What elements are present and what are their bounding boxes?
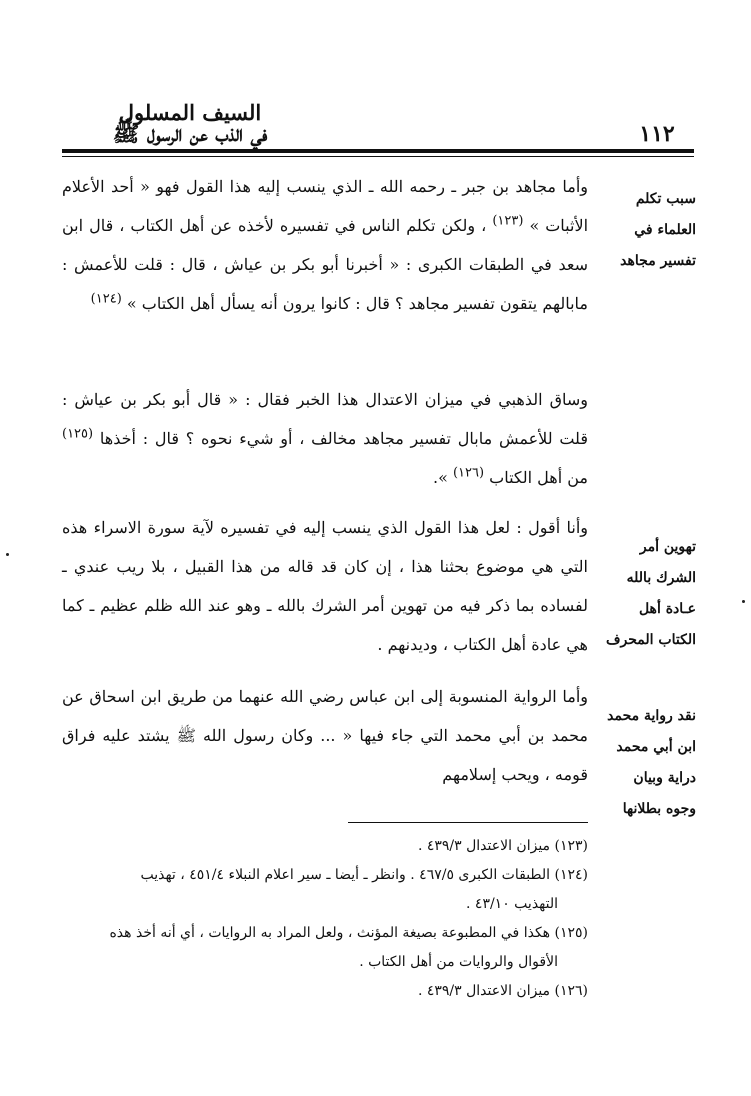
footnote-124: (١٢٤) الطبقات الكبرى ٤٦٧/٥ . وانظر ـ أيضا ـ سير اعلام النبلاء ٤٥١/٤ ، تهذيب [140, 867, 588, 883]
paragraph-1-text-b: ، ولكن تكلم الناس في تفسيره لأخذه عن أهل الكتاب ، قال ابن سعد في الطبقات الكبرى : « أخبرنا أبو بكر بن عياش ، قال : قلت للأعمش : مابالهم يتقون تفسير مجاهد ؟ قال : كانوا يرون أنه يسأل أهل الكتاب » [62, 216, 588, 313]
footnote-125: (١٢٥) هكذا في المطبوعة بصيغة المؤنث ، ولعل المراد به الروايات ، أي أنه أخذ هذه [109, 925, 588, 941]
paragraph-4 [62, 677, 588, 794]
footnote-123: (١٢٣) ميزان الاعتدال ٤٣٩/٣ . [417, 838, 588, 854]
paragraph-2-text-c: ». [432, 468, 448, 487]
footnote-ref-123: (١٢٣) [492, 213, 524, 229]
header-rule-thin [62, 156, 694, 157]
side-note-2: تهوين أمر الشرك بالله عـادة أهل الكتاب المحرف [606, 539, 696, 648]
scan-mark [6, 553, 9, 556]
footnote-ref-125: (١٢٥) [62, 426, 94, 442]
paragraph-4-text: وأما الرواية المنسوبة إلى ابن عباس رضي الله عنهما من طريق ابن اسحاق عن محمد بن أبي محمد التي جاء فيها « ... وكان رسول الله ﷺ يشتد عليه فراق قومه ، ويحب إسلامهم [62, 687, 588, 784]
footnotes [62, 832, 588, 1006]
paragraph-2 [62, 380, 588, 497]
page-number: ١١٢ [639, 121, 675, 147]
side-note-1: سبب تكلم العلماء في تفسير مجاهد [620, 191, 696, 269]
scan-mark [742, 600, 745, 603]
footnote-125-continued: الأقوال والروايات من أهل الكتاب . [359, 954, 558, 970]
paragraph-2-text-a: وساق الذهبي في ميزان الاعتدال هذا الخبر فقال : « قال أبو بكر بن عياش : قلت للأعمش مابال تفسير مجاهد مخالف ، أو شيء نحوه ؟ قال : أخذها [62, 390, 588, 448]
side-note-3: نقد رواية محمد ابن أبي محمد دراية وبيان وجوه بطلانها [607, 708, 696, 817]
paragraph-2-text-b: من أهل الكتاب [489, 468, 588, 487]
paragraph-1-text-a: وأما مجاهد بن جبر ـ رحمه الله ـ الذي ينسب إليه هذا القول فهو « أحد الأعلام الأثبات » [62, 177, 589, 235]
footnote-126: (١٢٦) ميزان الاعتدال ٤٣٩/٣ . [417, 983, 588, 999]
footnote-separator [348, 822, 588, 823]
footnote-ref-124: (١٢٤) [90, 291, 122, 307]
paragraph-3-text: وأنا أقول : لعل هذا القول الذي ينسب إليه في تفسيره لآية سورة الاسراء هذه التي هي موضوع بحثنا هذا ، إن كان قد قاله من هذا القبيل ، بلا ريب عندي ـ لفساده بما ذكر فيه من تهوين أمر الشرك بالله ـ وهو عند الله ظلم عظيم ـ كما هي عادة أهل الكتاب ، وديدنهم . [62, 518, 588, 654]
footnote-ref-126: (١٢٦) [452, 465, 485, 481]
paragraph-3 [62, 508, 588, 664]
footnote-124-continued: التهذيب ٤٣/١٠ . [466, 896, 558, 912]
paragraph-1 [62, 167, 588, 323]
running-title-line2: في الذب عن الرسول ﷺ [112, 121, 268, 147]
running-title-line1: السيف المسلول [118, 100, 262, 125]
header-rule-thick [62, 149, 694, 153]
